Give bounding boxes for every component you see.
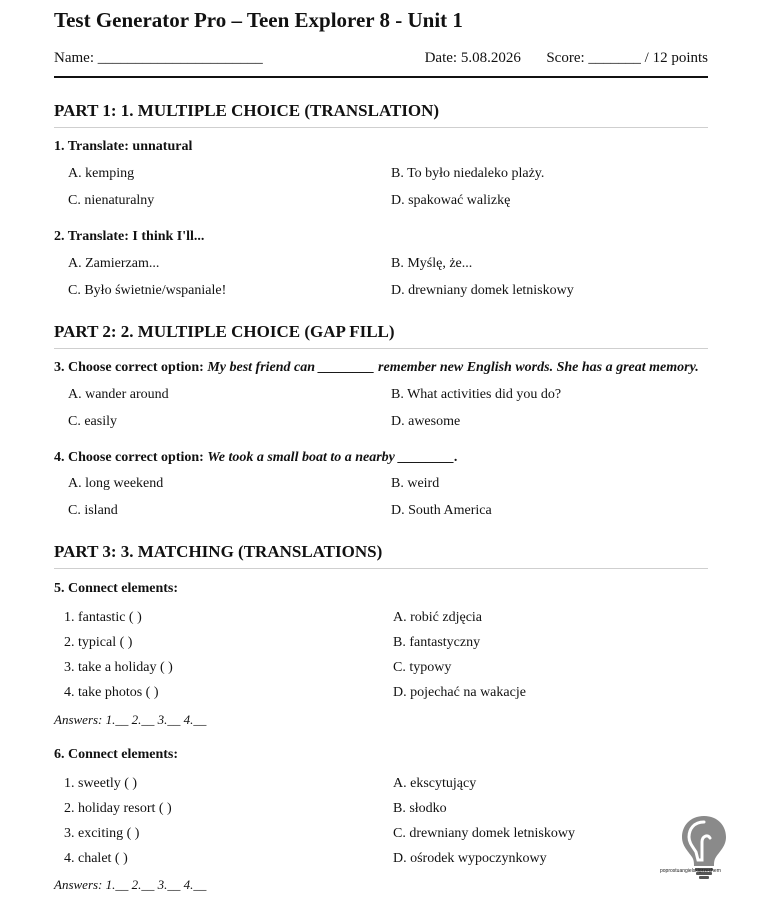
page-title: Test Generator Pro – Teen Explorer 8 - Unit 1: [54, 8, 463, 32]
question-5-right-b[interactable]: B. fantastyczny: [393, 635, 481, 650]
question-4-prompt: [54, 450, 458, 466]
question-3-prompt: [54, 360, 699, 376]
question-1-option-d[interactable]: D. spakować walizkę: [391, 193, 511, 208]
question-4-option-a[interactable]: A. long weekend: [68, 476, 164, 491]
question-3-lead: 3. Choose correct option:: [54, 360, 208, 375]
question-4-sentence: We took a small boat to a nearby ________.: [207, 450, 458, 465]
name-field-label: Name: ______________________: [54, 50, 263, 66]
logo-text: poprostuangielskigrzechem: [660, 868, 721, 874]
question-5-answers[interactable]: Answers: 1.__ 2.__ 3.__ 4.__: [54, 712, 207, 727]
part-1-title: PART 1: 1. MULTIPLE CHOICE (TRANSLATION): [54, 101, 708, 128]
question-6-left-1[interactable]: 1. sweetly ( ): [64, 776, 138, 791]
question-4-option-b[interactable]: B. weird: [391, 476, 440, 491]
question-5-prompt: 5. Connect elements:: [54, 581, 179, 596]
question-6-left-3[interactable]: 3. exciting ( ): [64, 826, 140, 841]
question-5-left-4[interactable]: 4. take photos ( ): [64, 685, 159, 700]
question-3-option-c[interactable]: C. easily: [68, 414, 117, 429]
question-1-prompt: 1. Translate: unnatural: [54, 139, 193, 154]
question-6-prompt: 6. Connect elements:: [54, 747, 179, 762]
question-5-right-a[interactable]: A. robić zdjęcia: [393, 610, 483, 625]
question-5-left-3[interactable]: 3. take a holiday ( ): [64, 660, 173, 675]
question-6-right-a[interactable]: A. ekscytujący: [393, 776, 477, 791]
question-2-option-a[interactable]: A. Zamierzam...: [68, 256, 160, 271]
question-5-left-1[interactable]: 1. fantastic ( ): [64, 610, 142, 625]
question-2-prompt: 2. Translate: I think I'll...: [54, 229, 205, 244]
part-1-heading: [54, 101, 708, 128]
part-2-title: PART 2: 2. MULTIPLE CHOICE (GAP FILL): [54, 322, 708, 349]
question-5-left-2[interactable]: 2. typical ( ): [64, 635, 133, 650]
question-3-option-a[interactable]: A. wander around: [68, 387, 169, 402]
question-3-option-d[interactable]: D. awesome: [391, 414, 461, 429]
score-label: Score: _______ / 12 points: [546, 50, 708, 66]
question-2-option-c[interactable]: C. Było świetnie/wspaniale!: [68, 283, 227, 298]
date-label: Date: 5.08.2026: [424, 50, 521, 66]
question-6-right-d[interactable]: D. ośrodek wypoczynkowy: [393, 851, 547, 866]
question-6-left-2[interactable]: 2. holiday resort ( ): [64, 801, 172, 816]
question-1-option-b[interactable]: B. To było niedaleko plaży.: [391, 166, 545, 181]
question-3-option-b[interactable]: B. What activities did you do?: [391, 387, 562, 402]
question-6-right-b[interactable]: B. słodko: [393, 801, 447, 816]
question-3-sentence: My best friend can ________ remember new English words. She has a great memory.: [207, 360, 699, 375]
question-1-option-a[interactable]: A. kemping: [68, 166, 135, 181]
date-score: [425, 50, 708, 67]
question-1-option-c[interactable]: C. nienaturalny: [68, 193, 155, 208]
question-2-option-d[interactable]: D. drewniany domek letniskowy: [391, 283, 574, 298]
part-2-heading: [54, 322, 708, 349]
question-6-answers[interactable]: Answers: 1.__ 2.__ 3.__ 4.__: [54, 877, 207, 892]
question-4-option-d[interactable]: D. South America: [391, 503, 492, 518]
question-4-lead: 4. Choose correct option:: [54, 450, 208, 465]
question-5-right-d[interactable]: D. pojechać na wakacje: [393, 685, 526, 700]
question-2-option-b[interactable]: B. Myślę, że...: [391, 256, 473, 271]
question-6-left-4[interactable]: 4. chalet ( ): [64, 851, 128, 866]
question-4-option-c[interactable]: C. island: [68, 503, 118, 518]
question-6-right-c[interactable]: C. drewniany domek letniskowy: [393, 826, 575, 841]
header-divider: [54, 76, 708, 78]
part-3-heading: [54, 542, 708, 569]
part-3-title: PART 3: 3. MATCHING (TRANSLATIONS): [54, 542, 708, 569]
question-5-right-c[interactable]: C. typowy: [393, 660, 452, 675]
